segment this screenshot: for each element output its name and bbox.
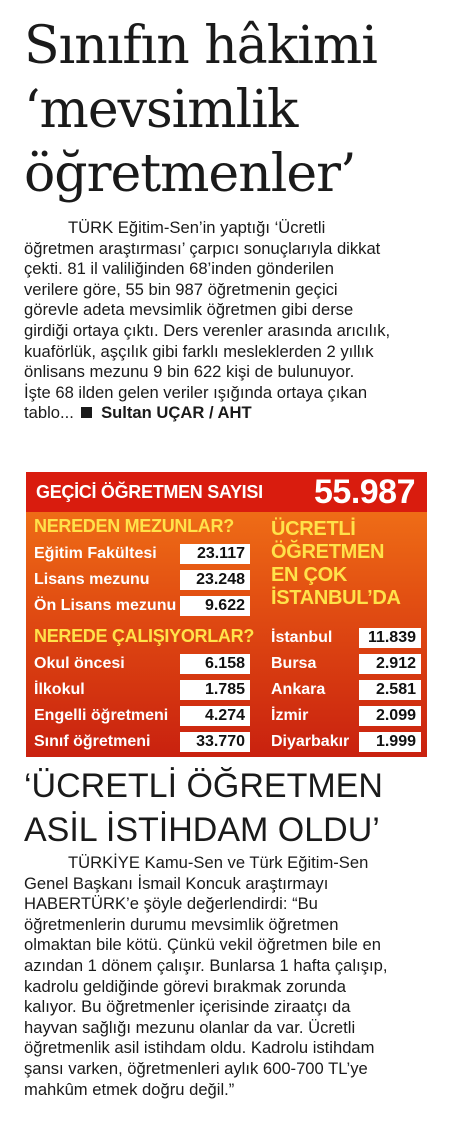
headline-line-3: öğretmenler’: [24, 144, 356, 204]
subhead-line-1: ‘ÜCRETLİ ÖĞRETMEN: [24, 767, 383, 805]
city-heading-line: İSTANBUL’DA: [271, 587, 401, 609]
intro-line: çekti. 81 il valiliğinden 68’inden gönderilen: [24, 259, 334, 279]
quote-line: azından 1 dönem çalışır. Bunlarsa 1 hafta çalışıp,: [24, 955, 388, 975]
intro-paragraph: [24, 218, 444, 424]
workplace-value: 33.770: [180, 732, 250, 752]
headline-line-1: Sınıfın hâkimi: [24, 16, 377, 76]
workplace-heading: NEREDE ÇALIŞIYORLAR?: [34, 626, 255, 646]
workplace-label: Okul öncesi: [34, 655, 125, 672]
graduation-label: Ön Lisans mezunu: [34, 597, 177, 614]
intro-line: görevle adeta mevsimlik öğretmen gibi derse: [24, 300, 354, 320]
quote-line: mahkûm etmek doğru değil.”: [24, 1079, 235, 1099]
byline-square-icon: [81, 407, 92, 418]
quote-line: olmaktan bile kötü. Çünkü vekil öğretmen bile en: [24, 935, 381, 955]
quote-line: kadrolu geldiğinde görevi bırakmak zorunda: [24, 976, 346, 996]
city-value: 1.999: [359, 732, 421, 752]
intro-line: girdiği ortaya çıktı. Ders verenler arasında arıcılık,: [24, 320, 391, 340]
headline-line-2: ‘mevsimlik: [24, 80, 298, 140]
quote-line: HABERTÜRK’e şöyle değerlendirdi: “Bu: [24, 894, 318, 914]
quote-line: öğretmenlerin durumu mevsimlik öğretmen: [24, 914, 339, 934]
quote-paragraph: [24, 853, 444, 1100]
infobox-title-bar: [26, 472, 427, 512]
quote-line: Genel Başkanı İsmail Koncuk araştırmayı: [24, 873, 329, 893]
infobox-title: GEÇİCİ ÖĞRETMEN SAYISI: [36, 482, 263, 502]
subhead-line-2: ASİL İSTİHDAM OLDU’: [24, 811, 380, 849]
city-heading: [271, 518, 401, 610]
graduation-label: Lisans mezunu: [34, 571, 150, 588]
workplace-label: Sınıf öğretmeni: [34, 733, 151, 750]
city-label: İstanbul: [271, 629, 333, 646]
city-value: 2.099: [359, 706, 421, 726]
infobox-total: 55.987: [314, 473, 415, 511]
quote-line: öğretmenlik asil istihdam oldu. Kadrolu istihdam: [24, 1038, 375, 1058]
infobox: [26, 472, 427, 757]
city-label: Diyarbakır: [271, 733, 350, 750]
quote-line: şansı varken, öğretmenleri aylık 600-700 TL’ye: [24, 1058, 368, 1078]
subhead: [24, 764, 449, 852]
city-label: Bursa: [271, 655, 317, 672]
intro-line: önlisans mezunu 9 bin 622 kişi de bulunuyor.: [24, 362, 355, 382]
intro-last-line: tablo... Sultan UÇAR / AHT: [24, 403, 252, 423]
workplace-value: 6.158: [180, 654, 250, 674]
city-value: 2.581: [359, 680, 421, 700]
intro-line: TÜRK Eğitim-Sen’in yaptığı ‘Ücretli: [68, 218, 326, 237]
workplace-value: 1.785: [180, 680, 250, 700]
intro-line: kuaförlük, aşçılık gibi farklı mesleklerden 2 yıllık: [24, 341, 374, 361]
workplace-label: Engelli öğretmeni: [34, 707, 169, 724]
quote-line: TÜRKİYE Kamu-Sen ve Türk Eğitim-Sen: [68, 853, 369, 872]
graduation-label: Eğitim Fakültesi: [34, 545, 157, 562]
city-heading-line: ÜCRETLİ: [271, 518, 356, 540]
graduation-value: 23.117: [180, 544, 250, 564]
intro-line: İşte 68 ilden gelen veriler ışığında ortaya çıkan: [24, 382, 368, 402]
byline: Sultan UÇAR / AHT: [101, 403, 252, 423]
city-label: İzmir: [271, 707, 309, 724]
headline: [24, 14, 449, 206]
intro-line: öğretmen araştırması’ çarpıcı sonuçlarıyla dikkat: [24, 238, 381, 258]
graduation-heading: NEREDEN MEZUNLAR?: [34, 516, 234, 536]
workplace-label: İlkokul: [34, 681, 85, 698]
graduation-value: 23.248: [180, 570, 250, 590]
city-heading-line: EN ÇOK: [271, 564, 347, 586]
city-value: 11.839: [359, 628, 421, 648]
quote-line: kalıyor. Bu öğretmenler içerisinde ziraatçı da: [24, 997, 351, 1017]
city-heading-line: ÖĞRETMEN: [271, 541, 385, 563]
quote-line: hayvan sağlığı mezunu olanlar da var. Ücretli: [24, 1017, 356, 1037]
intro-line: verilere göre, 55 bin 987 öğretmenin geçici: [24, 279, 338, 299]
city-value: 2.912: [359, 654, 421, 674]
graduation-value: 9.622: [180, 596, 250, 616]
city-label: Ankara: [271, 681, 326, 698]
workplace-value: 4.274: [180, 706, 250, 726]
